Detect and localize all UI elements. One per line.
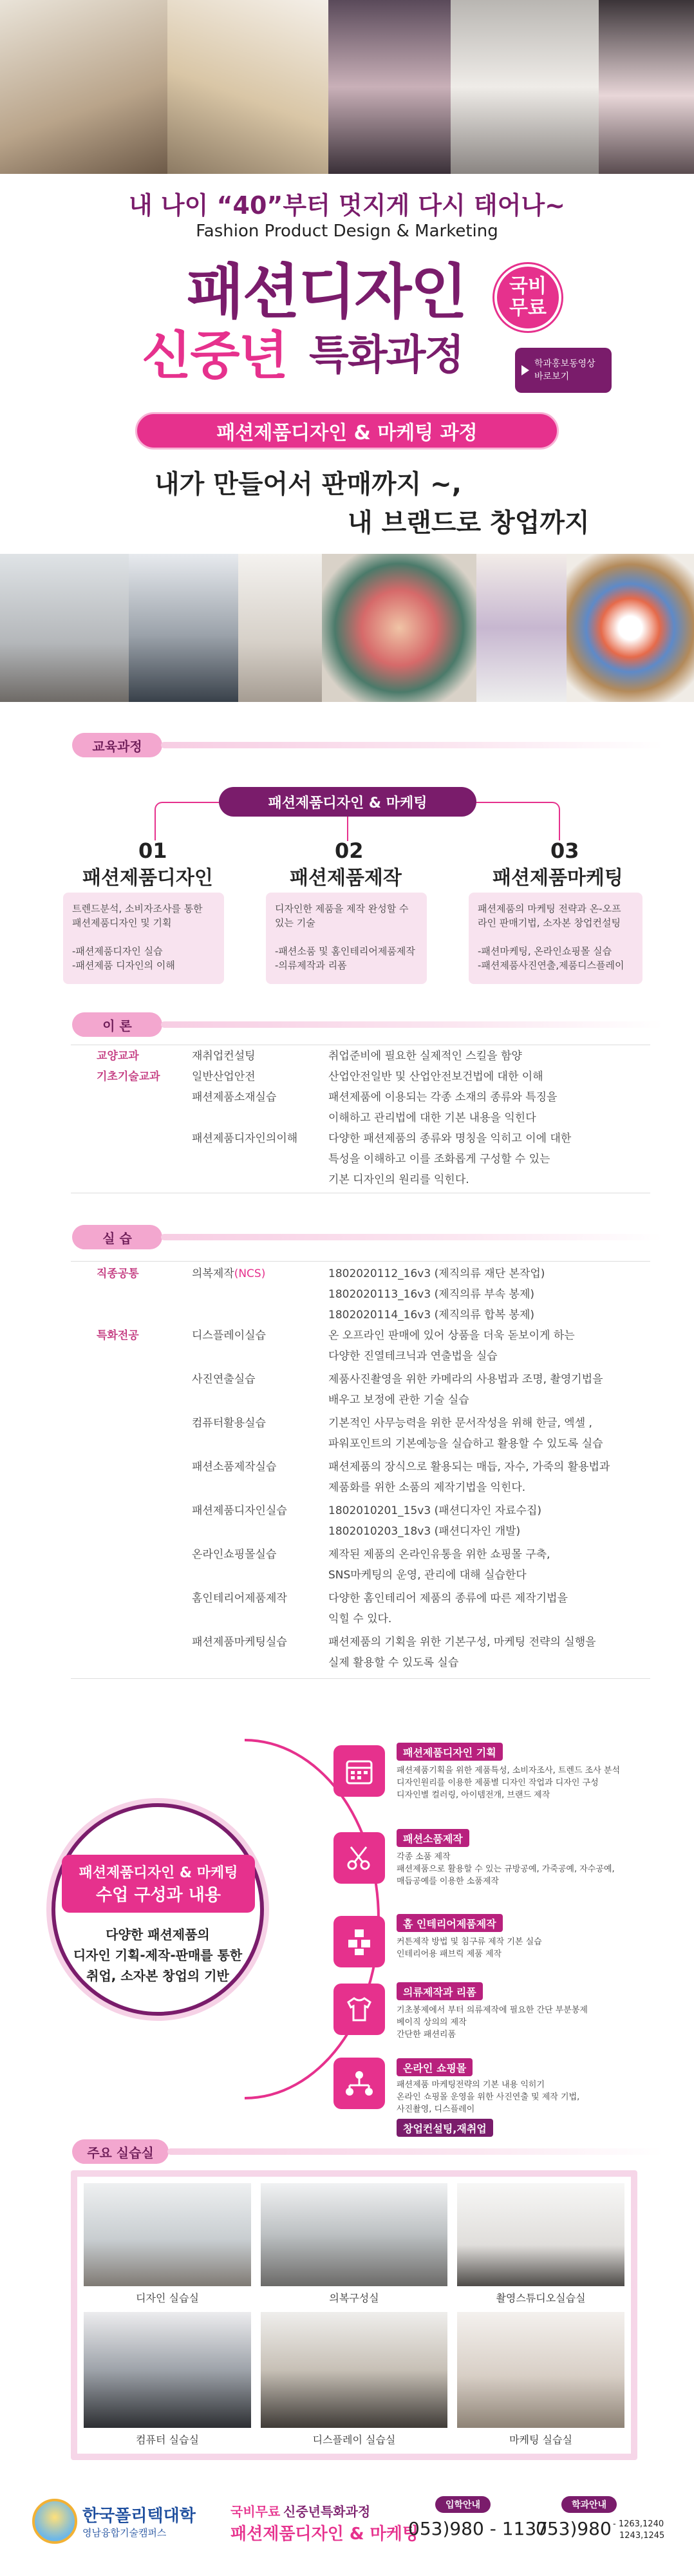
footer-campus: 영남융합기술캠퍼스: [82, 2527, 167, 2539]
photo-workshop: [0, 0, 167, 174]
photo-computer-lab: [84, 2312, 251, 2428]
network-icon: [333, 2058, 385, 2109]
admission-label: 입학안내: [435, 2496, 491, 2513]
slogan-line2: 내 브랜드로 창업까지: [348, 508, 590, 538]
structure-desc-2: 디자인 기획-제작-판매를 통한: [73, 1947, 243, 1963]
tree-connector: [155, 802, 219, 840]
structure-desc-1: 다양한 패션제품의: [106, 1927, 210, 1942]
page: 내 나이 “40”부터 멋지게 다시 태어나~ Fashion Product Design & Marketing 패션디자인 신중년 특화과정 국비 무료 학과홍보동영상 바로보기 패션제품디자인 & 마케팅 과정 내가 만들어서 판매까지 ~, 내 브랜드로 창업까지 교육과정 패션제품디자인 & 마케팅 01 패션제품디자인 트렌드분석, 소비자조사를 통한 패션제품디자인 및 기획 -패션제품디자인 실습 -패션제품 디자인의 이해 02 패션제품제작 디자인한 제품을 제작 완성할 수 있는 기술 -패션소품 및 홈인테리어제품제작 -의류제작과 리폼 03 패션제품마케팅 패션제품의 마케팅 전략과 온-오프 라인 판매기법, 소자본 창업컨설팅 -패션마케팅, 온라인쇼핑몰 실습 -패션제품사진연출,제품디스플레이 이 론 교양교과 재취업컨설팅 취업준비에 필요한 실제적인 스킬을 함양 기초기술교과 일반산업안전 산업안전일반 및 산업안전보건법에 대한 이해 패션제품소재실습 패션제품에 이용되는 각종 소재의 종류와 특징을 이해하고 관리법에 대한 기본 내용을 익힌다 패션제품디자인의이해 다양한 패션제품의 종류와 명칭을 익히고 이에 대한 특성을 이해하고 이를 조화롭게 구성할 수 있는 기본 디자인의 원리를 익힌다. 실 습 직종공통 의복제작(NCS) 1802020112_16v3 (제직의류 재단 본작업) 1802020113_16v3 (제직의류 부속 봉제) 1802020114_16v3 (제직의류 합복 봉제) 특화전공 디스플레이실습 온 오프라인 판매에 있어 상품을 더욱 돋보이게 하는 다양한 진열테크닉과 연출법을 실습 사진연출실습 제품사진촬영을 위한 카메라의 사용법과 조명, 촬영기법을 배우고 보정에 관한 기술 실습 컴퓨터활용실습 기본적인 사무능력을 위한 문서작성을 위해 한글, 엑셀 , 파워포인트의 기본예능을 실습하고 활용할 수 있도록 실습 패션소품제작실습 패션제품의 장식으로 활용되는 매듭, 자수, 가죽의 활용법과 제품화를 위한 소품의 제작기법을 익힌다. 패션제품디자인실습 1802010201_15v3 (패션디자인 자료수집) 1802010203_18v3 (패션디자인 개발) 온라인쇼핑몰실습 제작된 제품의 온라인유통을 위한 쇼핑몰 구축, SNS마케팅의 운영, 관리에 대해 실습한다 홈인테리어제품제작 다양한 홈인테리어 제품의 종류에 따른 제작기법을 익힐 수 있다. 패션제품마케팅실습 패션제품의 기획을 위한 기본구성, 마케팅 전략의 실행을 실제 활용할 수 있도록 실습 패션제품디자인 & 마케팅 수업 구성과 내용 다양한 패션제품의 디자인 기획-제작-판매를 통한 취업, 소자본 창업의 기반 패션제품디자인 기획 패션제품기획을 위한 제품특성, 소비자조사, 트렌드 조사 분석 디자인원리를 이용한 제품별 디자인 작업과 디자인 구성 디자인별 컬러링, 아이템전개, 브랜드 제작 패션소품제작 각종 소품 제작 패션제품으로 활용할 수 있는 규방공예, 가죽공예, 자수공예, 매듭공예를 이용한 소품제작 홈 인테리어제품제작 커튼제작 방법 및 침구류 제작 기본 실습 인테리어용 패브릭 제품 제작 의류제작과 리폼 기초봉제에서 부터 의류제작에 필요한 간단 부분봉제 베이직 상의의 제작 간단한 패션리폼 온라인 쇼핑몰 패션제품 마케팅전략의 기본 내용 익히기 온라인 쇼핑몰 운영을 위한 사진연출 및 제작 기법, 사진촬영, 디스플레이 창업컨설팅,재취업 주요 실습실 디자인 실습실 의복구성실 촬영스튜디오실습실 컴퓨터 실습실 디스플레이 실습실 마케팅 실습실 한국폴리텍대학 영남융합기술캠퍼스 국비무료 신중년특화과정 패션제품디자인 & 마케팅 입학안내 053)980 - 1137 학과안내 053)980 - 1263,1240 1243,1245: [0, 0, 694, 2576]
hero-photo-strip: [0, 0, 694, 174]
video-button[interactable]: [515, 348, 612, 393]
practice-top-line: [71, 1261, 650, 1262]
structure-title-pill: [62, 1855, 255, 1913]
photo-student: [129, 554, 238, 702]
photo-garment: [238, 554, 322, 702]
blocks-icon: [333, 1916, 385, 1967]
video-button-label: 학과홍보동영상 바로보기: [534, 359, 596, 382]
curriculum-bar: [161, 742, 663, 748]
structure-item-4-desc: 기초봉제에서 부터 의류제작에 필요한 간단 부분봉제 베이직 상의의 제작 간단한 패션리폼: [397, 2005, 588, 2040]
footer-free-b: 신중년특화과정: [283, 2504, 371, 2519]
curriculum-root-text: 패션제품디자인 & 마케팅: [268, 795, 427, 811]
hero-title-line2a: 신중년: [142, 326, 287, 386]
photo-runway-2: [451, 0, 599, 174]
theory-bar: [161, 1021, 663, 1028]
practice-bar: [161, 1234, 663, 1240]
dept-phone[interactable]: 053)980: [536, 2518, 612, 2539]
shirt-icon: [333, 1984, 385, 2035]
footer-logo-icon: [32, 2499, 77, 2544]
footer: [0, 2467, 694, 2576]
footer-free-a: 국비무료: [230, 2504, 281, 2519]
photo-sewing-lab: [261, 2183, 447, 2286]
facilities-bar: [167, 2148, 663, 2155]
play-icon: [521, 365, 529, 375]
photo-marketing-lab: [457, 2312, 624, 2428]
dept-ext-2: 1243,1245: [619, 2531, 665, 2541]
structure-item-1-label: 패션제품디자인 기획: [397, 1743, 503, 1761]
course-1-desc: 트렌드분석, 소비자조사를 통한 패션제품디자인 및 기획 -패션제품디자인 실습 -패션제품 디자인의 이해: [72, 903, 203, 971]
photo-knot-wreath: [567, 554, 694, 702]
facility-caption: 컴퓨터 실습실: [136, 2434, 199, 2446]
course-2-number: 02: [335, 838, 364, 863]
course-1-box: [63, 893, 224, 984]
hero-title-line1: 패션디자인: [187, 258, 467, 327]
free-badge-text: 국비 무료: [509, 275, 547, 319]
course-1-number: 01: [138, 838, 167, 863]
footer-course-name: 패션제품디자인 & 마케팅: [230, 2524, 418, 2544]
hero-subtitle-en: Fashion Product Design & Marketing: [196, 222, 498, 241]
hero-headline: 내 나이 “40”부터 멋지게 다시 태어나~: [128, 191, 566, 220]
course-1-title: 패션제품디자인: [82, 867, 213, 889]
photo-strip-2: [0, 554, 694, 702]
structure-desc-3: 취업, 소자본 창업의 기반: [86, 1968, 229, 1984]
structure-title-1: 패션제품디자인 & 마케팅: [79, 1865, 238, 1881]
structure-item-5-desc: 패션제품 마케팅전략의 기본 내용 익히기 온라인 쇼핑몰 운영을 위한 사진연출 및 제작 기법, 사진촬영, 디스플레이: [397, 2080, 580, 2114]
theory-badge: 이 론: [72, 1012, 162, 1037]
admission-phone[interactable]: 053)980 - 1137: [408, 2518, 548, 2539]
dept-label: 학과안내: [561, 2496, 617, 2513]
structure-title-2: 수업 구성과 내용: [96, 1886, 221, 1905]
structure-extra-label: 창업컨설팅,재취업: [397, 2119, 493, 2137]
photo-dress-forms: [0, 554, 129, 702]
course-2-box: [266, 893, 427, 984]
scissors-icon: [333, 1832, 385, 1884]
facilities-badge: 주요 실습실: [72, 2139, 169, 2164]
footer-school-name: 한국폴리텍대학: [82, 2506, 196, 2526]
photo-design-lab: [84, 2183, 251, 2286]
facility-caption: 디자인 실습실: [136, 2292, 199, 2304]
photo-runway-3: [599, 0, 694, 174]
structure-item-1-desc: 패션제품기획을 위한 제품특성, 소비자조사, 트렌드 조사 분석 디자인원리를 이용한 제품별 디자인 작업과 디자인 구성 디자인별 컬러링, 아이템전개, 브랜드 제작: [397, 1766, 621, 1800]
course-2-title: 패션제품제작: [290, 867, 402, 889]
ncs-tag: (NCS): [234, 1267, 266, 1280]
facility-caption: 의복구성실: [329, 2292, 379, 2304]
structure-item-4-label: 의류제작과 리폼: [397, 1982, 483, 2000]
facility-caption: 촬영스튜디오실습실: [496, 2292, 586, 2304]
structure-item-2-desc: 각종 소품 제작 패션제품으로 활용할 수 있는 규방공예, 가죽공예, 자수공예, 매듭공예를 이용한 소품제작: [397, 1852, 615, 1886]
free-badge: [494, 264, 561, 331]
course-banner-text: 패션제품디자인 & 마케팅 과정: [216, 422, 478, 444]
structure-item-3-label: 홈 인테리어제품제작: [397, 1914, 503, 1932]
course-2-desc: 디자인한 제품을 제작 완성할 수 있는 기술 -패션소품 및 홈인테리어제품제작 -의류제작과 리폼: [275, 903, 415, 971]
course-3-box: [469, 893, 642, 984]
curriculum-root: [219, 787, 476, 817]
facility-caption: 마케팅 실습실: [509, 2434, 572, 2446]
photo-display-lab: [261, 2312, 447, 2428]
tree-connector-mid: [347, 817, 348, 841]
structure-item-5-label: 온라인 쇼핑몰: [397, 2058, 473, 2076]
photo-crafts: [167, 0, 328, 174]
dept-ext-1: - 1263,1240: [613, 2519, 664, 2529]
practice-bottom-line: [71, 1678, 650, 1679]
photo-sketches: [476, 554, 567, 702]
calendar-icon: [333, 1745, 385, 1797]
structure-item-3-desc: 커튼제작 방법 및 침구류 제작 기본 실습 인테리어용 패브릭 제품 제작: [397, 1937, 542, 1959]
hero-title-line2b: 특화과정: [309, 332, 464, 379]
curriculum-badge: 교육과정: [72, 733, 162, 757]
course-banner: [135, 412, 559, 450]
photo-runway-1: [328, 0, 451, 174]
course-3-number: 03: [550, 838, 579, 863]
facility-caption: 디스플레이 실습실: [312, 2434, 396, 2446]
slogan-line1: 내가 만들어서 판매까지 ~,: [155, 469, 462, 499]
photo-knot-craft: [322, 554, 476, 702]
structure-item-2-label: 패션소품제작: [397, 1829, 469, 1847]
photo-studio: [457, 2183, 624, 2286]
course-3-title: 패션제품마케팅: [492, 867, 623, 889]
tree-connector-right: [476, 802, 560, 840]
practice-badge: 실 습: [72, 1225, 162, 1249]
course-3-desc: 패션제품의 마케팅 전략과 온-오프 라인 판매기법, 소자본 창업컨설팅 -패션마케팅, 온라인쇼핑몰 실습 -패션제품사진연출,제품디스플레이: [478, 903, 624, 971]
